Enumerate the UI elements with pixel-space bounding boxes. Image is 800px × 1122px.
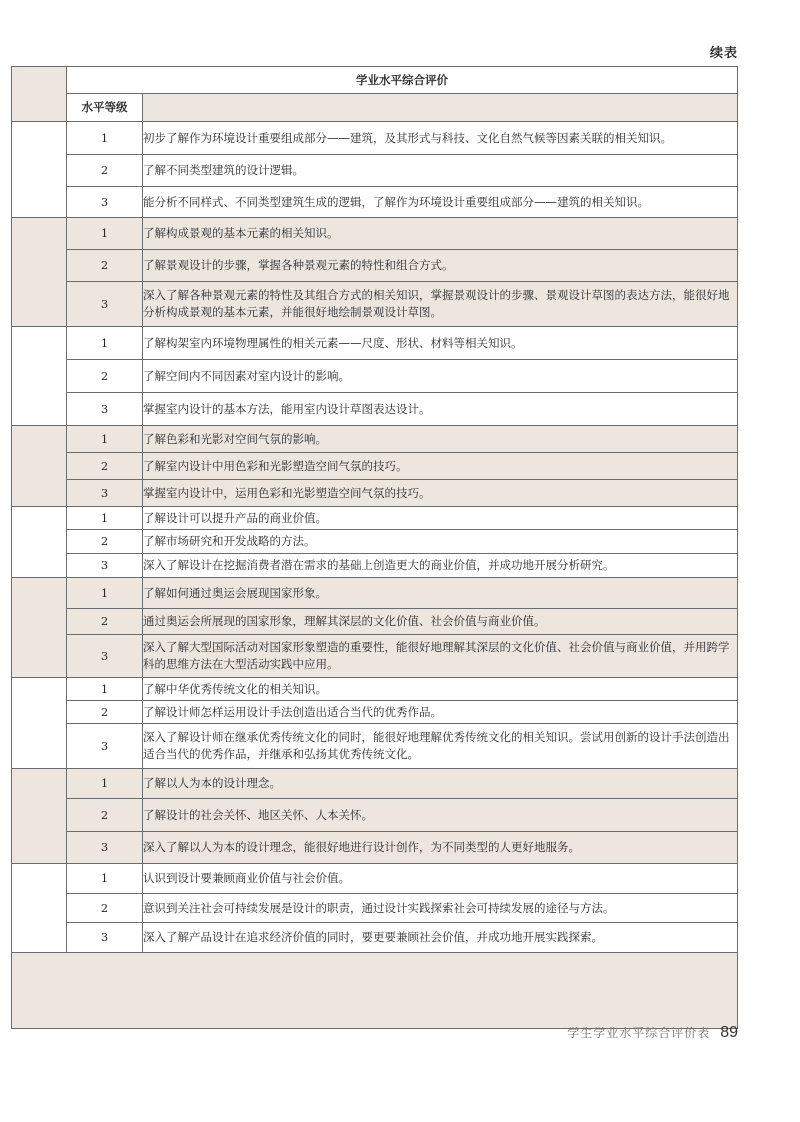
description-cell: 深入了解设计师在继承优秀传统文化的同时，能很好地理解优秀传统文化的相关知识。尝试用创新的设计手法创造出适合当代的优秀作品，并继承和弘扬其优秀传统文化。 (143, 724, 738, 769)
description-cell: 了解景观设计的步骤，掌握各种景观元素的特性和组合方式。 (143, 250, 738, 282)
level-cell: 3 (67, 282, 143, 327)
table-row (12, 554, 738, 578)
table-row (12, 799, 738, 832)
level-cell: 1 (67, 426, 143, 453)
table-row (12, 769, 738, 799)
table-row (12, 678, 738, 701)
category-cell (12, 678, 67, 769)
blank-footer-cell (12, 953, 738, 1029)
description-cell: 了解中华优秀传统文化的相关知识。 (143, 678, 738, 701)
description-cell: 深入了解产品设计在追求经济价值的同时，要更要兼顾社会价值，并成功地开展实践探索。 (143, 923, 738, 953)
continued-label: 续表 (709, 46, 738, 61)
table-row (12, 480, 738, 507)
table-row (12, 122, 738, 155)
level-cell: 3 (67, 724, 143, 769)
page-footer (567, 1024, 738, 1042)
level-cell: 2 (67, 530, 143, 554)
level-cell: 1 (67, 578, 143, 609)
table-row (12, 218, 738, 250)
description-cell: 了解构架室内环境物理属性的相关元素——尺度、形状、材料等相关知识。 (143, 327, 738, 360)
table-row (12, 250, 738, 282)
description-cell: 了解设计师怎样运用设计手法创造出适合当代的优秀作品。 (143, 701, 738, 724)
table-row (12, 187, 738, 218)
description-cell: 深入了解以人为本的设计理念，能很好地进行设计创作，为不同类型的人更好地服务。 (143, 832, 738, 864)
table-row (12, 282, 738, 327)
description-cell: 能分析不同样式、不同类型建筑生成的逻辑，了解作为环境设计重要组成部分——建筑的相关知识。 (143, 187, 738, 218)
level-cell: 1 (67, 678, 143, 701)
table-row (12, 832, 738, 864)
table-header-title: 学业水平综合评价 (67, 67, 738, 94)
description-cell: 了解构成景观的基本元素的相关知识。 (143, 218, 738, 250)
category-cell (12, 122, 67, 218)
description-cell: 深入了解设计在挖掘消费者潜在需求的基础上创造更大的商业价值，并成功地开展分析研究。 (143, 554, 738, 578)
description-cell: 了解市场研究和开发战略的方法。 (143, 530, 738, 554)
description-cell: 通过奥运会所展现的国家形象，理解其深层的文化价值、社会价值与商业价值。 (143, 609, 738, 635)
table-row (12, 360, 738, 393)
description-cell: 认识到设计要兼顾商业价值与社会价值。 (143, 864, 738, 894)
table-row (12, 426, 738, 453)
description-cell: 了解空间内不同因素对室内设计的影响。 (143, 360, 738, 393)
level-cell: 1 (67, 769, 143, 799)
description-cell: 了解室内设计中用色彩和光影塑造空间气氛的技巧。 (143, 453, 738, 480)
evaluation-table (11, 66, 738, 1029)
category-cell (12, 769, 67, 864)
table-row (12, 453, 738, 480)
level-cell: 3 (67, 923, 143, 953)
level-cell: 2 (67, 155, 143, 187)
level-cell: 3 (67, 554, 143, 578)
table-row (12, 724, 738, 769)
level-cell: 3 (67, 635, 143, 678)
table-row (12, 530, 738, 554)
table-row (12, 635, 738, 678)
page-number: 89 (720, 1024, 738, 1041)
footer-title: 学生学业水平综合评价表 (567, 1026, 711, 1040)
table-row (12, 578, 738, 609)
table-row (12, 155, 738, 187)
table-row (12, 609, 738, 635)
level-cell: 1 (67, 864, 143, 894)
level-cell: 2 (67, 360, 143, 393)
level-cell: 2 (67, 453, 143, 480)
category-cell (12, 327, 67, 426)
table-row (12, 393, 738, 426)
description-cell: 了解色彩和光影对空间气氛的影响。 (143, 426, 738, 453)
description-cell: 了解以人为本的设计理念。 (143, 769, 738, 799)
category-cell (12, 578, 67, 678)
level-cell: 2 (67, 250, 143, 282)
level-cell: 2 (67, 799, 143, 832)
table-row (12, 507, 738, 530)
side-header-cell (12, 67, 67, 122)
description-cell: 深入了解大型国际活动对国家形象塑造的重要性，能很好地理解其深层的文化价值、社会价值与商业价值，并用跨学科的思维方法在大型活动实践中应用。 (143, 635, 738, 678)
table-row (12, 327, 738, 360)
blank-footer-row (12, 953, 738, 1029)
level-cell: 1 (67, 507, 143, 530)
description-cell: 初步了解作为环境设计重要组成部分——建筑，及其形式与科技、文化自然气候等因素关联的相关知识。 (143, 122, 738, 155)
table-row (12, 701, 738, 724)
category-cell (12, 218, 67, 327)
description-cell: 了解设计可以提升产品的商业价值。 (143, 507, 738, 530)
level-cell: 2 (67, 609, 143, 635)
category-cell (12, 864, 67, 953)
level-cell: 1 (67, 218, 143, 250)
table-row (12, 894, 738, 923)
level-header-blank (143, 94, 738, 122)
category-cell (12, 426, 67, 507)
category-cell (12, 507, 67, 578)
level-header: 水平等级 (67, 94, 143, 122)
level-cell: 1 (67, 122, 143, 155)
description-cell: 了解如何通过奥运会展现国家形象。 (143, 578, 738, 609)
description-cell: 了解不同类型建筑的设计逻辑。 (143, 155, 738, 187)
table-row (12, 864, 738, 894)
level-cell: 3 (67, 832, 143, 864)
level-cell: 3 (67, 480, 143, 507)
level-cell: 1 (67, 327, 143, 360)
level-cell: 3 (67, 187, 143, 218)
level-cell: 2 (67, 894, 143, 923)
description-cell: 深入了解各种景观元素的特性及其组合方式的相关知识，掌握景观设计的步骤、景观设计草图的表达方法，能很好地分析构成景观的基本元素，并能很好地绘制景观设计草图。 (143, 282, 738, 327)
level-cell: 2 (67, 701, 143, 724)
description-cell: 了解设计的社会关怀、地区关怀、人本关怀。 (143, 799, 738, 832)
level-cell: 3 (67, 393, 143, 426)
description-cell: 掌握室内设计的基本方法，能用室内设计草图表达设计。 (143, 393, 738, 426)
description-cell: 意识到关注社会可持续发展是设计的职责，通过设计实践探索社会可持续发展的途径与方法。 (143, 894, 738, 923)
description-cell: 掌握室内设计中，运用色彩和光影塑造空间气氛的技巧。 (143, 480, 738, 507)
table-row (12, 923, 738, 953)
